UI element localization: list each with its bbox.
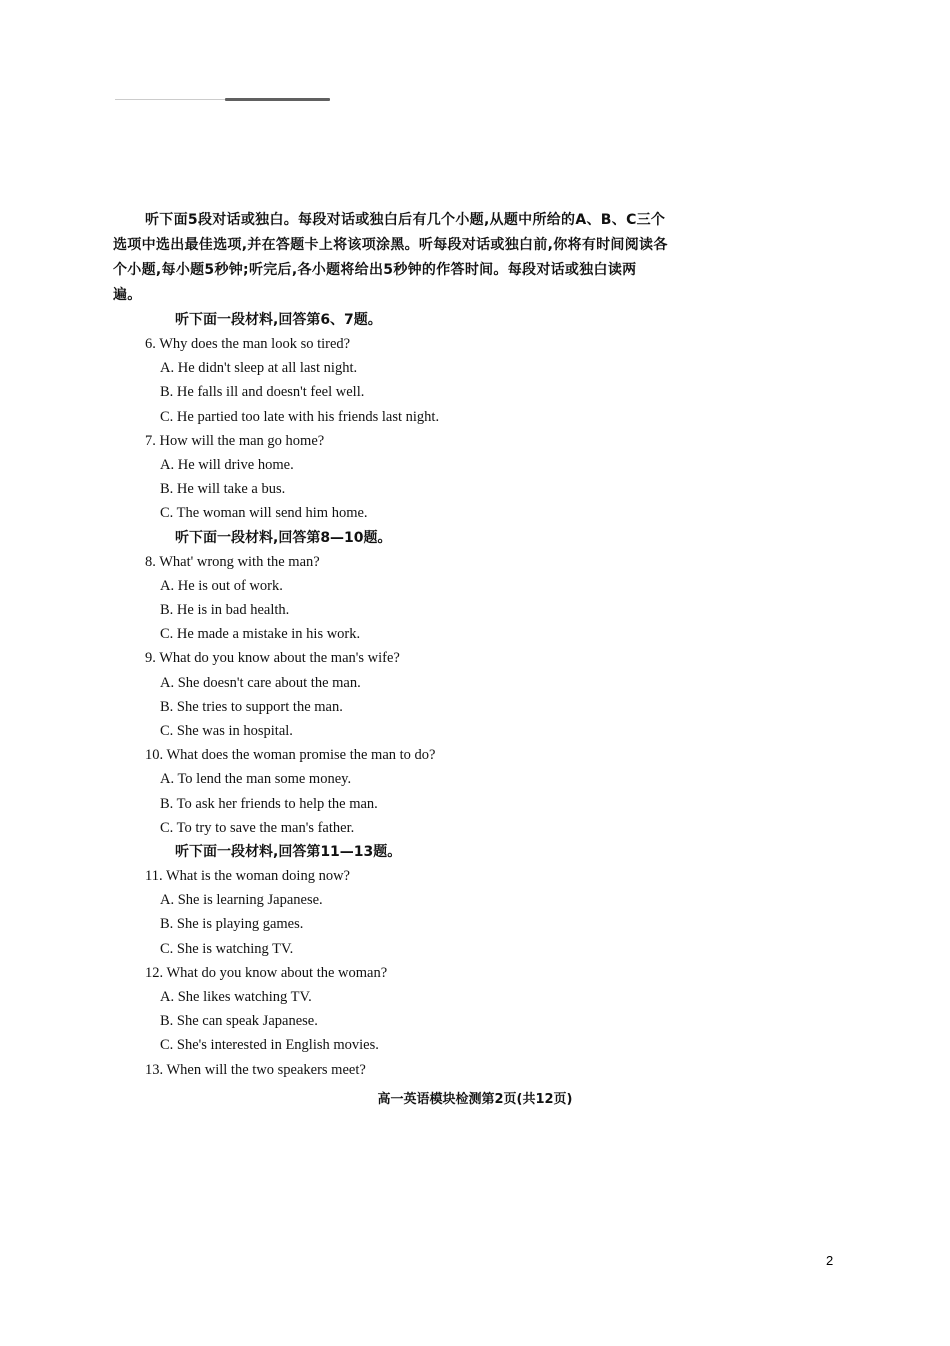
question-7-option-c: C. The woman will send him home. xyxy=(160,505,368,522)
question-10-option-a: A. To lend the man some money. xyxy=(160,771,352,788)
question-6: 6. Why does the man look so tired? xyxy=(145,336,351,352)
question-10-option-b: B. To ask her friends to help the man. xyxy=(160,795,378,812)
page-number: 2 xyxy=(826,1253,834,1268)
question-7: 7. How will the man go home? xyxy=(145,432,325,449)
section-heading-1: 听下面一段材料,回答第6、7题。 xyxy=(175,312,382,328)
question-11-option-a: A. She is learning Japanese. xyxy=(160,892,323,909)
question-12-option-c: C. She's interested in English movies. xyxy=(160,1037,379,1054)
question-8-option-c: C. He made a mistake in his work. xyxy=(160,626,361,643)
instructions xyxy=(113,208,750,308)
question-9-option-b: B. She tries to support the man. xyxy=(160,698,343,715)
question-7-option-a: A. He will drive home. xyxy=(160,457,294,474)
question-8: 8. What' wrong with the man? xyxy=(145,553,320,570)
question-12: 12. What do you know about the woman? xyxy=(145,964,388,981)
question-10: 10. What does the woman promise the man to do? xyxy=(145,747,436,764)
question-8-option-b: B. He is in bad health. xyxy=(160,602,290,619)
scan-artifact-bar xyxy=(225,98,330,101)
instructions-line-3: 个小题,每小题5秒钟;听完后,各小题将给出5秒钟的作答时间。每段对话或独白读两 xyxy=(113,262,637,278)
exam-content xyxy=(113,208,750,1082)
question-9-option-c: C. She was in hospital. xyxy=(160,723,293,740)
question-10-option-c: C. To try to save the man's father. xyxy=(160,819,355,836)
question-6-option-c: C. He partied too late with his friends last night. xyxy=(160,408,440,425)
page-footer: 高一英语模块检测第2页(共12页) xyxy=(377,1092,573,1107)
question-7-option-b: B. He will take a bus. xyxy=(160,481,286,498)
instructions-line-2: 选项中选出最佳选项,并在答题卡上将该项涂黑。听每段对话或独白前,你将有时间阅读各 xyxy=(113,237,668,253)
scan-artifact-faint xyxy=(115,99,225,100)
question-6-option-b: B. He falls ill and doesn't feel well. xyxy=(160,384,365,401)
section-heading-3: 听下面一段材料,回答第11—13题。 xyxy=(175,844,402,861)
instructions-line-4: 遍。 xyxy=(113,287,142,303)
question-11: 11. What is the woman doing now? xyxy=(145,868,350,885)
question-11-option-b: B. She is playing games. xyxy=(160,916,304,933)
section-heading-2: 听下面一段材料,回答第8—10题。 xyxy=(175,529,392,546)
question-8-option-a: A. He is out of work. xyxy=(160,577,283,594)
question-9: 9. What do you know about the man's wife? xyxy=(145,650,400,667)
question-13: 13. When will the two speakers meet? xyxy=(145,1061,366,1078)
question-12-option-b: B. She can speak Japanese. xyxy=(160,1013,318,1030)
question-6-option-a: A. He didn't sleep at all last night. xyxy=(160,360,358,377)
question-9-option-a: A. She doesn't care about the man. xyxy=(160,674,361,691)
question-12-option-a: A. She likes watching TV. xyxy=(160,989,312,1006)
question-11-option-c: C. She is watching TV. xyxy=(160,940,294,957)
instructions-line-1: 听下面5段对话或独白。每段对话或独白后有几个小题,从题中所给的A、B、C三个 xyxy=(145,212,666,228)
